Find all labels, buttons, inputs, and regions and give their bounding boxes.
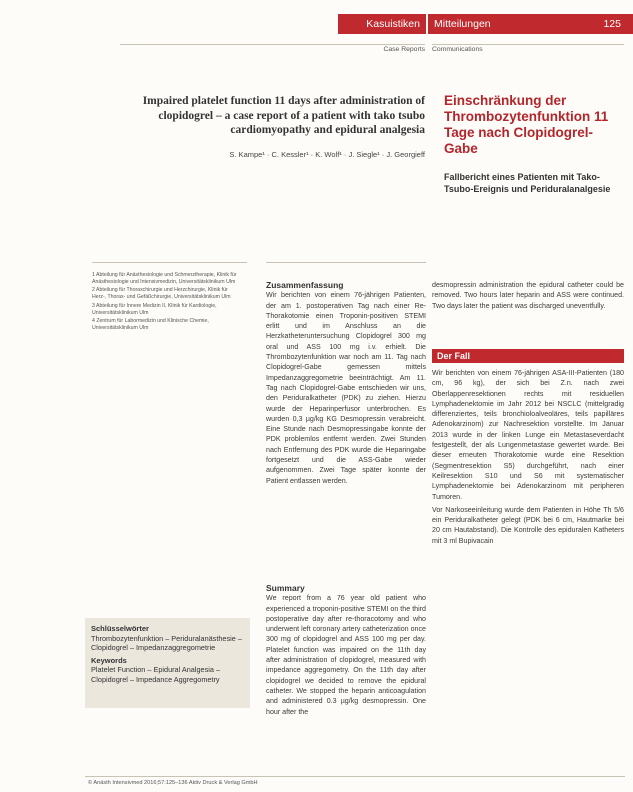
affiliation-item: 1 Abteilung für Anästhesiologie und Schmerztherapie, Klinik für Anästhesiologie und Intensivmedizin, Universitätsklinikum Ulm — [92, 272, 237, 285]
divider — [432, 44, 624, 45]
summary-section — [266, 583, 426, 717]
keywords-box — [85, 618, 250, 708]
affiliation-item: 3 Abteilung für Innere Medizin II, Klinik für Kardiologie, Universitätsklinikum Ulm — [92, 302, 217, 316]
article-title-de: Einschränkung der Thrombozytenfunktion 11 Tage nach Clopidogrel-Gabe — [444, 93, 609, 156]
keywords-de-heading: Schlüsselwörter — [91, 624, 149, 633]
section-label-mitteilungen: Mitteilungen 125 — [428, 14, 633, 34]
keywords-de-text: Thrombozytenfunktion – Periduralanästhesie – Clopidogrel – Impedanzaggregometrie — [91, 633, 242, 653]
affiliation-item: 4 Zentrum für Labormedizin und Klinische Chemie, Universitätsklinikum Ulm — [92, 318, 209, 331]
der-fall-text: Wir berichten von einem 76-jährigen ASA-III-Patienten (180 cm, 96 kg), der sich bei Z.n. nach zwei Oberlappenresektionen rechts mit residuellen Lymphadenektomie im Jahr 2012 bei NSCLC (mittelgradig differenziertes, teils bronchioloalveoläres, teils papilläres Adenokarzinom) zur Nachresektion vorstellte. Im Januar 2013 wurde in der linken Lunge ein Metastaseverdacht festgestellt, der als Lungenmetastase gewertet wurde. Bei dieser erneuten Thorakotomie wurde eine Resektion (Segmentresektion S5) durchgeführt, nach einer Keilresektion S10 und S6 mit systematischer Lymphadenektomie bei Adenokarzinom mit peripheren Tumoren. — [432, 369, 624, 501]
authors: S. Kampe¹ · C. Kessler¹ · K. Wolf¹ · J. Siegle¹ · J. Georgieff — [229, 150, 425, 159]
summary-heading: Summary — [266, 583, 305, 593]
affiliation-item: 2 Abteilung für Thoraxchirurgie und Herzchirurgie, Klinik für Herz-, Thorax- und Gefäßchirurgie, Universitätsklinikum Ulm — [92, 287, 231, 301]
footer-divider — [85, 776, 625, 777]
divider — [266, 262, 426, 263]
continued-text — [432, 280, 624, 311]
der-fall-heading: Der Fall — [432, 349, 624, 363]
divider — [92, 262, 247, 263]
affiliations — [92, 272, 242, 334]
footer-copyright: © Anästh Intensivmed 2016;57:125–136 Aktiv Druck & Verlag GmbH — [88, 780, 258, 786]
label-case-reports: Case Reports — [383, 46, 425, 53]
der-fall-text-2: Vor Narkoseeinleitung wurde dem Patienten in Höhe Th 5/6 ein Periduralkatheter gelegt (PDK bei 6 cm, Hautmarke bei 20 cm Hautabstand). Die Kontrolle des epiduralen Katheters mit 3 ml Bupivacain — [432, 505, 624, 545]
divider — [120, 44, 425, 45]
zusammenfassung-heading: Zusammenfassung — [266, 280, 344, 290]
zusammenfassung-section — [266, 280, 426, 486]
zusammenfassung-text: Wir berichten von einem 76-jährigen Patienten, der am 1. postoperativen Tag nach einer Re-Thorakotomie einen Troponin-positiven STEMI erlitt und im Anschluss an die Herzkatheteruntersuchung Clopidogrel 300 mg oral und ASS 100 mg i.v. erhielt. Die Thrombozytenfunktion war noch am 11. Tag nach Clopidogrel-Gabe gemessen mittels Impedanzaggregometrie beeinträchtigt. Am 11. Tag nach Clopidogrel-Gabe entschieden wir uns, den Periduralkatheter (PDK) zu ziehen. Hierzu wurde der Heparinperfusor unterbrochen. Es wurden 0,3 µg/kg KG Desmopressin verabreicht. Eine Stunde nach Desmopressingabe konnte der PDK problemlos entfernt werden. Zwei Stunden nach Entfernung des PDK wurde die Heparingabe fortgesetzt und die ASS-Gabe wieder aufgenommen. Zwei Tage später konnte der Patient entlassen werden. — [266, 291, 426, 485]
section-label-kasuistiken: Kasuistiken — [338, 14, 426, 34]
continued-paragraph: desmopressin administration the epidural catheter could be removed. Two hours later heparin and ASS were continued. Two days later the patient was discharged uneventfully. — [432, 281, 624, 310]
der-fall-section — [432, 368, 624, 546]
page-number: 125 — [603, 18, 621, 30]
article-subtitle-de: Fallbericht eines Patienten mit Tako-Tsubo-Ereignis und Periduralanalgesie — [444, 172, 611, 194]
label-communications: Communications — [432, 46, 483, 53]
keywords-en-heading: Keywords — [91, 655, 127, 665]
article-title-en: Impaired platelet function 11 days after administration of clopidogrel – a case report of a patient with tako tsubo cardiomyopathy and epidural analgesia — [142, 95, 425, 136]
summary-text: We report from a 76 year old patient who experienced a troponin-positive STEMI on the third postoperative day after re-thoracotomy and who underwent left coronary artery catheterization once 300 mg of clopidogrel and ASS 100 mg per day. Platelet function was impaired on the 11th day after administration of clopidogrel, measured with impedance aggregometry. On the 11th day after clopidogrel we decided to remove the epidural catheter. We stopped the heparin anticoagulation and administered 0.3 µg/kg desmopressin. One hour after the — [266, 594, 426, 716]
keywords-en-text: Platelet Function – Epidural Analgesia – Clopidogrel – Impedance Aggregometry — [91, 665, 220, 684]
